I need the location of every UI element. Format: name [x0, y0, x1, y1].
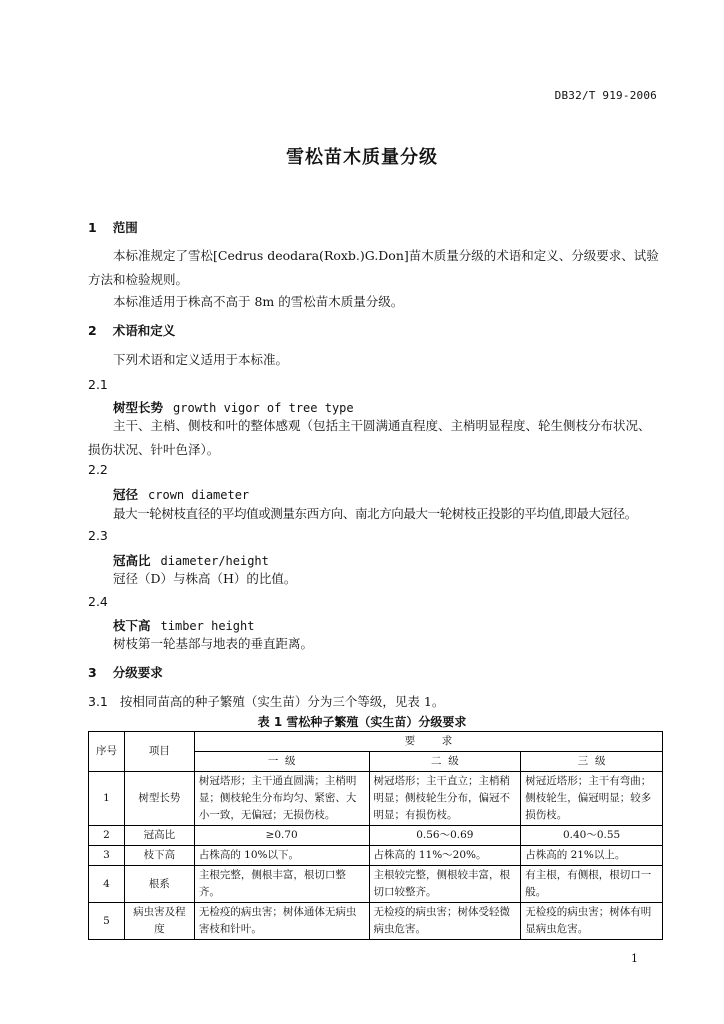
- term-en: diameter/height: [160, 554, 269, 568]
- cell-item: 根系: [124, 866, 194, 903]
- cell-grade-3: 0.40～0.55: [521, 826, 663, 846]
- cell-item: 病虫害及程度: [124, 903, 194, 940]
- subsection-3-1: [88, 690, 444, 714]
- term-definition: 冠径（D）与株高（H）的比值。: [113, 571, 297, 586]
- cell-grade-3: 无检疫的病虫害；树体有明显病虫危害。: [521, 903, 663, 940]
- table-row: [89, 826, 663, 846]
- table-row: [89, 866, 663, 903]
- document-title: 雪松苗木质量分级: [286, 147, 438, 168]
- term-definition: 最大一轮树枝直径的平均值或测量东西方向、南北方向最大一轮树枝正投影的平均值,即最大冠径。: [113, 506, 637, 521]
- section-number: 2: [88, 323, 97, 338]
- cell-grade-3: 占株高的 21%以上。: [521, 846, 663, 866]
- cell-item: 冠高比: [124, 826, 194, 846]
- section-1-heading: [88, 218, 138, 236]
- header-grade-3: 三 级: [521, 752, 663, 772]
- section-number: 1: [88, 220, 97, 235]
- term-number: 2.4: [88, 594, 108, 609]
- term-en: growth vigor of tree type: [173, 401, 354, 415]
- section-number: 3: [88, 665, 97, 680]
- cell-grade-3: 树冠近塔形；主干有弯曲；侧枝轮生，偏冠明显；较多损伤枝。: [521, 772, 663, 826]
- section-2-heading: [88, 321, 175, 339]
- term-zh: 冠径: [113, 487, 139, 502]
- cell-no: 5: [89, 903, 125, 940]
- term-en: timber height: [160, 619, 255, 633]
- cell-no: 1: [89, 772, 125, 826]
- cell-no: 4: [89, 866, 125, 903]
- section-2-intro: 下列术语和定义适用于本标准。: [113, 352, 289, 367]
- cell-grade-2: 无检疫的病虫害；树体受轻微病虫危害。: [369, 903, 521, 940]
- cell-grade-1: 树冠塔形；主干通直圆满；主梢明显；侧枝轮生分布均匀、紧密、大小一致，无偏冠；无损伤枝。: [194, 772, 369, 826]
- cell-grade-3: 有主根，有侧根，根切口一般。: [521, 866, 663, 903]
- cell-grade-1: 主根完整，侧根丰富，根切口整齐。: [194, 866, 369, 903]
- cell-item: 枝下高: [124, 846, 194, 866]
- term-name: [113, 485, 249, 503]
- header-requirements: 要 求: [194, 732, 662, 752]
- subsection-number: 3.1: [88, 694, 108, 709]
- section-3-heading: [88, 663, 163, 681]
- header-grade-1: 一 级: [194, 752, 369, 772]
- table-row: [89, 903, 663, 940]
- cell-no: 2: [89, 826, 125, 846]
- page-number: 1: [631, 952, 638, 965]
- term-number: 2.3: [88, 528, 108, 543]
- header-grade-2: 二 级: [369, 752, 521, 772]
- cell-grade-1: 无检疫的病虫害；树体通体无病虫害枝和针叶。: [194, 903, 369, 940]
- term-definition: 树枝第一轮基部与地表的垂直距离。: [113, 636, 314, 651]
- cell-grade-2: 0.56～0.69: [369, 826, 521, 846]
- term-en: crown diameter: [148, 488, 250, 502]
- cell-grade-2: 主根较完整，侧根较丰富，根切口较整齐。: [369, 866, 521, 903]
- term-definition: 主干、主梢、侧枝和叶的整体感观（包括主干圆满通直程度、主梢明显程度、轮生侧枝分布状况、损伤状况、针叶色泽）。: [88, 418, 651, 457]
- cell-grade-2: 占株高的 11%～20%。: [369, 846, 521, 866]
- term-number: 2.2: [88, 462, 108, 477]
- term-zh: 树型长势: [113, 400, 164, 415]
- subsection-text: 按相同苗高的种子繁殖（实生苗）分为三个等级，见表 1。: [119, 694, 445, 709]
- table-row: [89, 772, 663, 826]
- term-number: 2.1: [88, 377, 108, 392]
- section-1-paragraph-2: 本标准适用于株高不高于 8m 的雪松苗木质量分级。: [113, 294, 404, 309]
- grading-table: [88, 731, 663, 940]
- header-no: 序号: [89, 732, 125, 772]
- cell-grade-1: 占株高的 10%以下。: [194, 846, 369, 866]
- cell-grade-2: 树冠塔形；主干直立；主梢稍明显；侧枝轮生分布，偏冠不明显；有损伤枝。: [369, 772, 521, 826]
- section-title: 术语和定义: [112, 323, 176, 338]
- header-item: 项目: [124, 732, 194, 772]
- section-title: 范围: [112, 220, 138, 235]
- standard-code: DB32/T 919-2006: [554, 89, 657, 102]
- section-title: 分级要求: [112, 665, 163, 680]
- section-1-paragraph-1: 本标准规定了雪松[Cedrus deodara(Roxb.)G.Don]苗木质量分级的术语和定义、分级要求、试验方法和检验规则。: [88, 248, 659, 287]
- table-header-row: [89, 732, 663, 752]
- cell-grade-1: ≥0.70: [194, 826, 369, 846]
- cell-no: 3: [89, 846, 125, 866]
- table-row: [89, 846, 663, 866]
- term-zh: 枝下高: [113, 618, 151, 633]
- term-zh: 冠高比: [113, 553, 151, 568]
- table-caption: 表 1 雪松种子繁殖（实生苗）分级要求: [257, 715, 467, 729]
- cell-item: 树型长势: [124, 772, 194, 826]
